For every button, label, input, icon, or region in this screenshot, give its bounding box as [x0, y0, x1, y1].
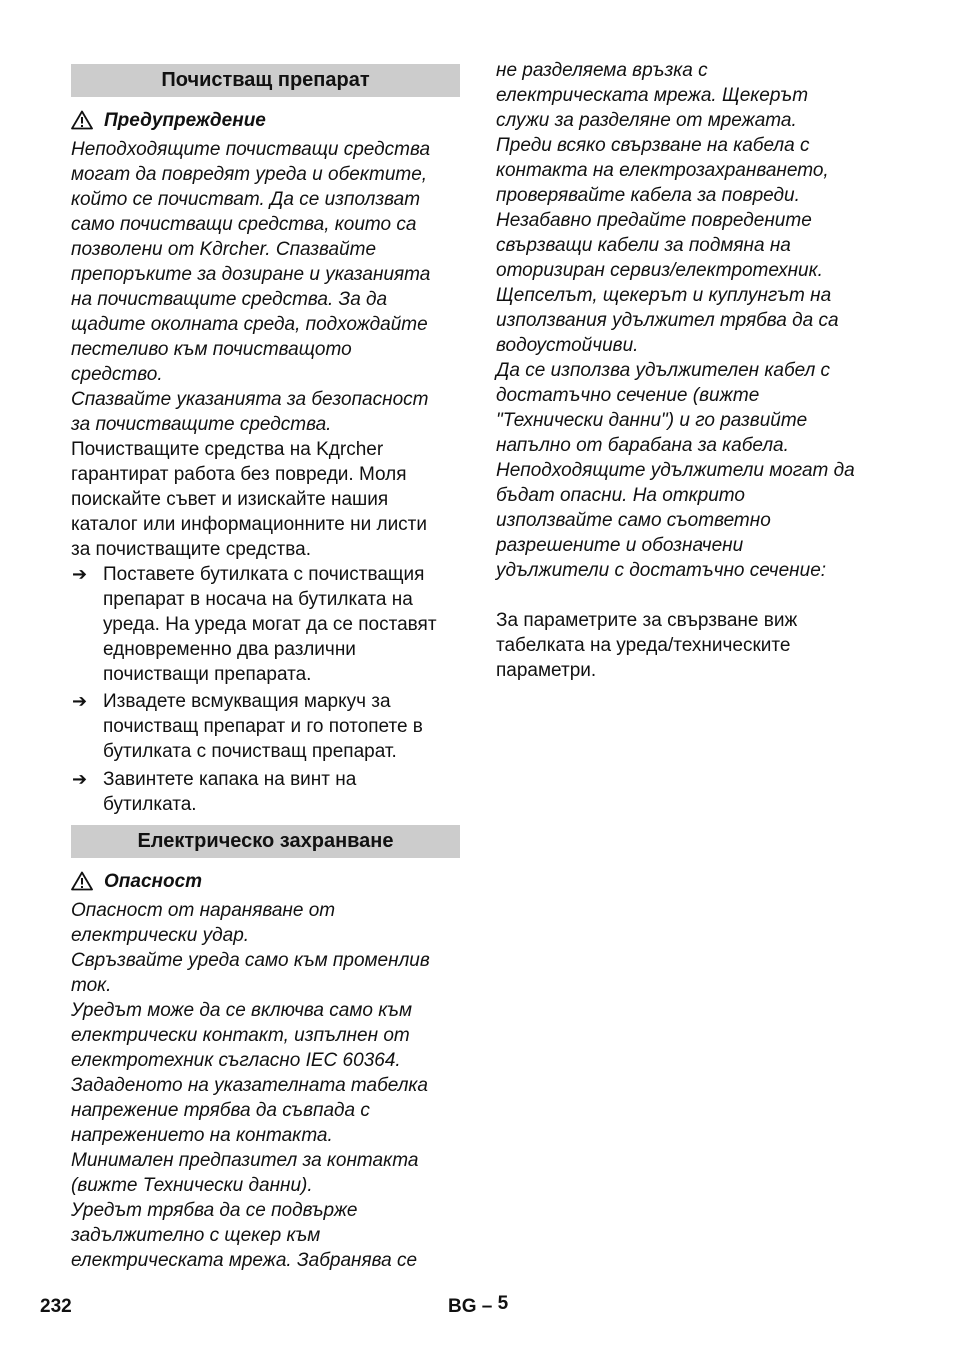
danger-line: (вижте Технически данни).: [71, 1175, 313, 1196]
warning-line: за почистващите средства.: [71, 414, 332, 435]
warning-line: препоръките за дозиране и указанията: [71, 264, 431, 285]
danger-line: свързващи кабели за подмяна на: [496, 235, 791, 256]
danger-line: Минимален предпазител за контакта: [71, 1150, 419, 1171]
section-heading-power-supply: Електрическо захранване: [71, 825, 460, 858]
warning-triangle-icon: [71, 871, 93, 891]
body-text-line: табелката на уреда/техническите: [496, 635, 791, 656]
body-text-line: каталог или информационните ни листи: [71, 514, 427, 535]
warning-label-text: Предупреждение: [104, 110, 266, 131]
danger-line: използвания удължител трябва да са: [496, 310, 839, 331]
danger-line: оторизиран сервиз/електротехник.: [496, 260, 823, 281]
danger-line: електрически удар.: [71, 925, 250, 946]
danger-line: задължително с щекер към: [71, 1225, 321, 1246]
warning-line: позволени от Kдrcher. Спазвайте: [71, 239, 377, 260]
danger-line: електрическата мрежа. Забранява се: [71, 1250, 418, 1271]
warning-line: на почистващите средства. За да: [71, 289, 388, 310]
warning-line: който се почистват. Да се използват: [71, 189, 421, 210]
body-text-line: за почистващите средства.: [71, 539, 311, 560]
danger-line: разрешените и обозначени: [496, 535, 744, 556]
warning-line: само почистващи средства, които са: [71, 214, 417, 235]
step-line: Завинтете капака на винт на: [103, 769, 357, 790]
danger-line: напълно от барабана за кабела.: [496, 435, 789, 456]
body-text-line: Почистващите средства на Kдrcher: [71, 439, 384, 460]
section-page: 5: [497, 1293, 509, 1314]
step-line: почистващ препарат и го потопете в: [103, 716, 423, 737]
danger-line: Неподходящите удължители могат да: [496, 460, 855, 481]
danger-line: служи за разделяне от мрежата.: [496, 110, 797, 131]
danger-line: достатъчно сечение (вижте: [496, 385, 760, 406]
danger-line: водоустойчиви.: [496, 335, 639, 356]
danger-line: "Технически данни") и го развийте: [496, 410, 808, 431]
danger-line: напрежение трябва да съвпада с: [71, 1100, 370, 1121]
danger-line: Зададеното на указателната табелка: [71, 1075, 428, 1096]
page-number: 232: [40, 1296, 72, 1317]
arrow-right-icon: ➔: [72, 769, 88, 789]
section-label: BG: [448, 1296, 477, 1317]
body-text-line: За параметрите за свързване виж: [496, 610, 798, 631]
step-line: бутилката.: [103, 794, 197, 815]
body-text-line: гарантират работа без повреди. Моля: [71, 464, 407, 485]
step-line: бутилката с почистващ препарат.: [103, 741, 397, 762]
danger-line: Свръзвайте уреда само към променлив: [71, 950, 430, 971]
danger-line: удължители с достатъчно сечение:: [496, 560, 827, 581]
danger-line: проверявайте кабела за повреди.: [496, 185, 800, 206]
step-line: Поставете бутилката с почистващия: [103, 564, 425, 585]
step-line: препарат в носача на бутилката на: [103, 589, 413, 610]
danger-line: Незабавно предайте повредените: [496, 210, 812, 231]
warning-line: Неподходящите почистващи средства: [71, 139, 431, 160]
body-text-line: параметри.: [496, 660, 597, 681]
arrow-right-icon: ➔: [72, 564, 88, 584]
danger-line: не разделяема връзка с: [496, 60, 708, 81]
warning-triangle-icon: [71, 110, 93, 130]
step-line: уреда. На уреда могат да се поставят: [103, 614, 437, 635]
danger-line: Опасност от нараняване от: [71, 900, 336, 921]
section-heading-cleaning-agent: Почистващ препарат: [71, 64, 460, 97]
step-line: едновременно два различни: [103, 639, 356, 660]
danger-line: електрически контакт, изпълнен от: [71, 1025, 410, 1046]
warning-line: Спазвайте указанията за безопасност: [71, 389, 429, 410]
danger-line: Уредът може да се включва само към: [71, 1000, 412, 1021]
warning-line: пестеливо към почистващото: [71, 339, 352, 360]
section-separator: –: [481, 1296, 493, 1317]
danger-label-text: Опасност: [104, 871, 203, 892]
step-line: Извадете всмукващия маркуч за: [103, 691, 391, 712]
danger-line: Уредът трябва да се подвържe: [71, 1200, 358, 1221]
step-line: почистващи препарата.: [103, 664, 312, 685]
warning-line: щадите околната среда, подхождайте: [71, 314, 428, 335]
arrow-right-icon: ➔: [72, 691, 88, 711]
body-text-line: поискайте съвет и изискайте нашия: [71, 489, 389, 510]
danger-line: напрежението на контакта.: [71, 1125, 333, 1146]
danger-line: електрическата мрежа. Щекерът: [496, 85, 809, 106]
section-page-marker: [448, 1294, 508, 1319]
danger-line: ток.: [71, 975, 112, 996]
danger-line: Преди всяко свързване на кабела с: [496, 135, 810, 156]
danger-line: контакта на електрозахранването,: [496, 160, 829, 181]
danger-line: бъдат опасни. На открито: [496, 485, 745, 506]
danger-line: използвайте само съответно: [496, 510, 771, 531]
danger-line: Щепселът, щекерът и куплунгът на: [496, 285, 832, 306]
warning-line: могат да повредят уреда и обектите,: [71, 164, 428, 185]
danger-line: електротехник съгласно IEC 60364.: [71, 1050, 401, 1071]
danger-line: Да се използва удължителен кабел с: [496, 360, 831, 381]
warning-line: средство.: [71, 364, 163, 385]
